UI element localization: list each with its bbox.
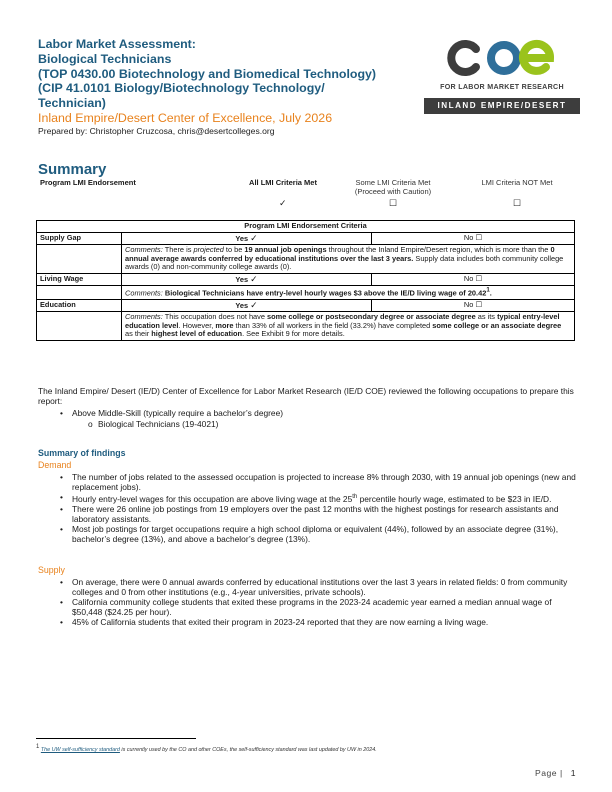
comment-text: . However,: [178, 320, 216, 330]
empty-cell: [37, 312, 122, 341]
report-subtitle: Inland Empire/Desert Center of Excellence, July 2026: [38, 110, 333, 125]
intro-paragraph: The Inland Empire/ Desert (IE/D) Center of Excellence for Labor Market Research (IE/D COE) reviewed the following occupations to prepare this report:: [38, 386, 574, 406]
comment-text: throughout the Inland Empire/Desert region, which is more than the: [326, 245, 551, 254]
footnote-ref: 1: [486, 287, 490, 294]
title-line: Biological Technicians: [38, 51, 172, 66]
some-criteria-met-label: [343, 178, 443, 196]
supply-heading: Supply: [38, 565, 65, 575]
criteria-label: Supply Gap: [37, 232, 122, 245]
list-item: • California community college students that exited these programs in the 2023-24 academic year earned a median annual wage of $50,448 ($24.25 per hour).: [60, 597, 580, 617]
page-footer: [535, 768, 576, 778]
list-item: • The number of jobs related to the assessed occupation is projected to increase 8% through 2030, with 19 annual job openings (new and replacement jobs).: [60, 472, 580, 492]
criteria-no: [372, 232, 575, 245]
all-met-checkmark-icon: ✓: [279, 198, 287, 208]
prepared-by: Prepared by: Christopher Cruzcosa, chris@desertcolleges.org: [38, 125, 275, 136]
no-label: No: [463, 299, 474, 309]
title-line: (CIP 41.0101 Biology/Biotechnology Technology/: [38, 81, 325, 96]
checkmark-icon: ✓: [250, 232, 258, 243]
table-row: [37, 286, 575, 300]
no-checkbox[interactable]: ☐: [475, 299, 483, 309]
title-line: Labor Market Assessment:: [38, 37, 196, 51]
comment-bold: some college or postsecondary degree or associate degree: [267, 312, 476, 322]
comment-text: as their: [125, 329, 152, 339]
comment-bold: 19 annual job openings: [244, 245, 327, 254]
endorsement-label: Program LMI Endorsement: [40, 178, 136, 187]
logo-region-bar: INLAND EMPIRE/DESERT: [424, 98, 580, 114]
summary-heading: Summary: [38, 161, 107, 178]
coe-logo: [424, 35, 580, 117]
page-number: 1: [570, 768, 576, 778]
yes-label: Yes: [235, 300, 249, 310]
list-item: • Most job postings for target occupations require a high school diploma or equivalent (44%), followed by an associate degree (31%), bachelor’s degree (13%), and above a bachelor’s degree (13%).: [60, 524, 580, 544]
comment-bold: more: [215, 320, 234, 330]
checkmark-icon: ✓: [250, 299, 258, 310]
title-line: (TOP 0430.00 Biotechnology and Biomedical Technology): [38, 66, 377, 81]
comment-text: Supply data includes both community college awards (0) and non-community college awards (0).: [125, 253, 564, 271]
comment-italic: projected: [193, 245, 224, 254]
coe-wordmark-icon: [424, 35, 580, 81]
criteria-not-met-label: LMI Criteria NOT Met: [481, 178, 553, 187]
yes-label: Yes: [235, 233, 249, 243]
comment-lead: Comments:: [125, 312, 163, 322]
list-item: [60, 492, 580, 504]
criteria-yes: [122, 232, 372, 245]
no-label: No: [463, 232, 474, 242]
proceed-caution-note: (Proceed with Caution): [354, 187, 432, 196]
comment-text: This occupation does not have: [162, 312, 268, 322]
criteria-no: [372, 299, 575, 312]
criteria-comment: [122, 286, 575, 300]
some-criteria-met-text: Some LMI Criteria Met: [355, 178, 431, 187]
demand-heading: Demand: [38, 460, 72, 470]
footnote-divider: [36, 738, 196, 739]
occupation-item: o Biological Technicians (19-4021): [98, 419, 218, 429]
not-met-checkbox[interactable]: ☐: [513, 198, 522, 208]
checkmark-icon: ✓: [250, 273, 258, 284]
comment-bold: some college or an associate degree: [432, 320, 562, 330]
criteria-label: Living Wage: [37, 273, 122, 286]
comment-text: There is: [162, 245, 194, 254]
comment-text: . See Exhibit 9 for more details.: [242, 329, 345, 339]
no-label: No: [463, 273, 474, 283]
no-checkbox[interactable]: ☐: [475, 273, 483, 283]
comment-bold: 0 annual average awards conferred by educational institutions over the last 3 years.: [125, 245, 555, 263]
table-header: Program LMI Endorsement Criteria: [37, 221, 575, 233]
empty-cell: [37, 245, 122, 274]
lmi-criteria-table: [36, 220, 575, 341]
criteria-yes: [122, 299, 372, 312]
footnote: [36, 744, 576, 754]
title-line: Technician): [38, 96, 106, 111]
criteria-label: Education: [37, 299, 122, 312]
criteria-no: [372, 273, 575, 286]
comment-bold: typical entry-level education level: [125, 312, 560, 330]
report-title-block: [38, 37, 428, 137]
yes-label: Yes: [235, 274, 249, 284]
comment-lead: Comments:: [125, 245, 163, 254]
table-row: [37, 273, 575, 286]
all-criteria-met-label: All LMI Criteria Met: [249, 178, 317, 187]
comment-lead: Comments:: [125, 288, 163, 298]
footnote-number: 1: [36, 744, 40, 750]
list-item: • Above Middle-Skill (typically require a bachelor’s degree): [60, 408, 580, 418]
list-item: • 45% of California students that exited their program in 2023-24 reported that they are now earning a living wage.: [60, 617, 580, 627]
logo-tagline: FOR LABOR MARKET RESEARCH: [440, 83, 564, 91]
table-row: [37, 299, 575, 312]
page-label: Page |: [535, 768, 563, 778]
no-checkbox[interactable]: ☐: [475, 232, 483, 242]
comment-bold: highest level of education: [151, 329, 243, 339]
list-item: • On average, there were 0 annual awards conferred by educational institutions over the last 3 years in related fields: 0 from community colleges and 0 from other institutions (e.g., 4-year universities, private schools).: [60, 577, 580, 597]
table-row: [37, 312, 575, 341]
comment-bold: Biological Technicians have entry-level hourly wages $3 above the IE/D living wage of 20.42: [162, 288, 487, 298]
demand-list: [60, 472, 580, 544]
empty-cell: [37, 286, 122, 300]
footnote-text: is currently used by the CO and other COEs, the self-sufficiency standard was last updated by UW in 2024.: [119, 746, 377, 753]
comment-text: .: [489, 288, 492, 298]
list-item-text: Hourly entry-level wages for this occupation are above living wage at the 25: [72, 493, 353, 504]
footnote-link[interactable]: The UW self-sufficiency standard: [40, 746, 120, 753]
supply-list: [60, 577, 580, 627]
comment-text: to be: [223, 245, 245, 254]
list-item-text: percentile hourly wage, estimated to be $23 in IE/D.: [357, 493, 552, 504]
table-row: [37, 232, 575, 245]
criteria-yes: [122, 273, 372, 286]
criteria-comment: [122, 245, 575, 274]
skill-level-list: [60, 408, 580, 418]
comment-text: than 33% of all workers in the field (33.2%) have completed: [233, 320, 433, 330]
table-header-row: [37, 221, 575, 233]
ordinal-suffix: th: [352, 494, 358, 500]
criteria-comment: [122, 312, 575, 341]
some-met-checkbox[interactable]: ☐: [389, 198, 398, 208]
table-row: [37, 245, 575, 274]
findings-heading: Summary of findings: [38, 448, 126, 458]
list-item: • There were 26 online job postings from 19 employers over the past 12 months with the highest postings for research assistants and laboratory assistants.: [60, 504, 580, 524]
comment-text: as its: [475, 312, 498, 322]
